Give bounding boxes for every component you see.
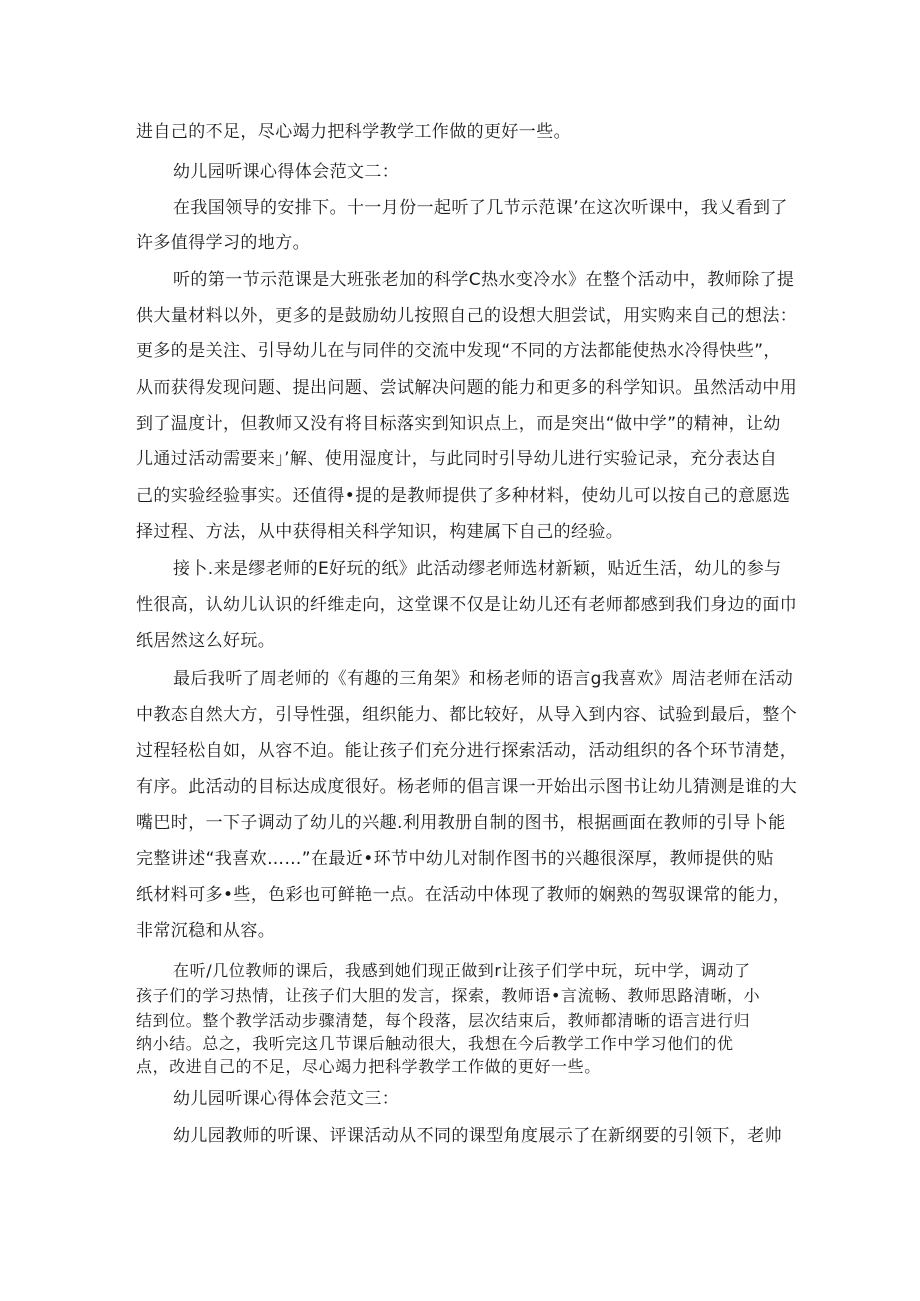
text-line: 非常沉稳和从容。 [136,921,276,941]
text-line: 过程轻松自如，从容不迫。能让孩子们充分进行探索活动，活动组织的各个环节清楚， [136,741,798,761]
text-line: 在听/几位教师的课后，我感到她们现正做到r让孩子们学中玩，玩中学，调动了 [173,961,751,980]
text-line: 进自己的不足，尽心竭力把科学教学工作做的更好一些。 [136,122,571,142]
text-line: 嘴巴时，一下子调动了幼儿的兴趣.利用教册自制的图书，根据画面在教师的引导卜能 [136,813,786,833]
text-line: 点，改进自己的不足，尽心竭力把科学教学工作做的更好一些。 [136,1057,601,1076]
text-line: 供大量材料以外，更多的是鼓励幼儿按照自己的设想大胆尝试，用实购来自己的想法： [136,306,798,326]
text-line: 性很高，认幼儿认识的纤维走向，这堂课不仅是让幼儿还有老师都感到我们身边的面巾 [136,595,798,615]
section-heading: 幼儿园听课心得体会范文三： [173,1089,400,1109]
text-line: 中教态自然大方，引导性强，组织能力、都比较好，从导入到内容、试验到最后，整个 [136,705,798,725]
text-line: 纸居然这么好玩。 [136,631,276,651]
text-line: 有序。此活动的目标达成度很好。杨老师的倡言课一开始出示图书让幼儿猜测是谁的大 [136,777,798,797]
text-line: 己的实验经验事实。还值得•提的是教师提供了多种材料，使幼儿可以按自己的意愿选 [136,486,791,506]
text-line: 更多的是关注、引导幼儿在与同伴的交流中发现“不同的方法都能使热水冷得快些”， [136,341,781,361]
text-line: 完整讲述“我喜欢……”在最近•环节中幼儿对制作图书的兴趣很深厚，教师提供的贴 [136,849,774,869]
text-line: 许多值得学习的地方。 [136,233,310,253]
text-line: 儿通过活动需要来」’解、使用湿度计，与此同时引导幼儿进行实验记录，充分表达自 [136,449,778,469]
text-line: 幼儿园教师的听课、评课活动从不同的课型角度展示了在新纲要的引领下，老帅 [173,1126,782,1146]
text-line: 在我国领导的安排下。十一月份一起听了几节示范课’在这次听课中，我乂看到了 [173,198,788,218]
text-line: 从而获得发现问题、提出问题、尝试解决问题的能力和更多的科学知识。虽然活动中用 [136,378,798,398]
text-line: 孩子们的学习热情，让孩子们大胆的发言，探索，教师语•言流畅、教师思路清晰，小 [136,986,761,1005]
section-heading: 幼儿园听课心得体会范文二： [173,162,400,182]
text-line: 纸材料可多•些，色彩也可鲜艳一点。在活动中体现了教师的娴熟的驾驭课常的能力， [136,885,791,905]
text-line: 听的第一节示范课是大班张老加的科学C热水变冷水》在整个活动中，教师除了提 [173,270,795,290]
text-line: 最后我听了周老师的《有趣的三角架》和杨老师的语言g我喜欢》周洁老师在活动 [173,669,794,689]
text-line: 结到位。整个教学活动步骤清楚，每个段落，层次结束后，教师都清晰的语言进行归 [136,1011,751,1030]
text-line: 到了温度计，但教师又没有将目标落实到知识点上，而是突出“做中学”的精神，让幼 [136,414,781,434]
text-line: 择过程、方法，从中获得相关科学知识，构建属下自己的经验。 [136,522,624,542]
text-line: 接卜.来是缪老师的E好玩的纸》此活动缪老师选材新颖，贴近生活，幼儿的参与 [173,559,782,579]
text-line: 纳小结。总之，我听完这几节课后触动很大，我想在今后教学工作中学习他们的优 [136,1034,734,1053]
